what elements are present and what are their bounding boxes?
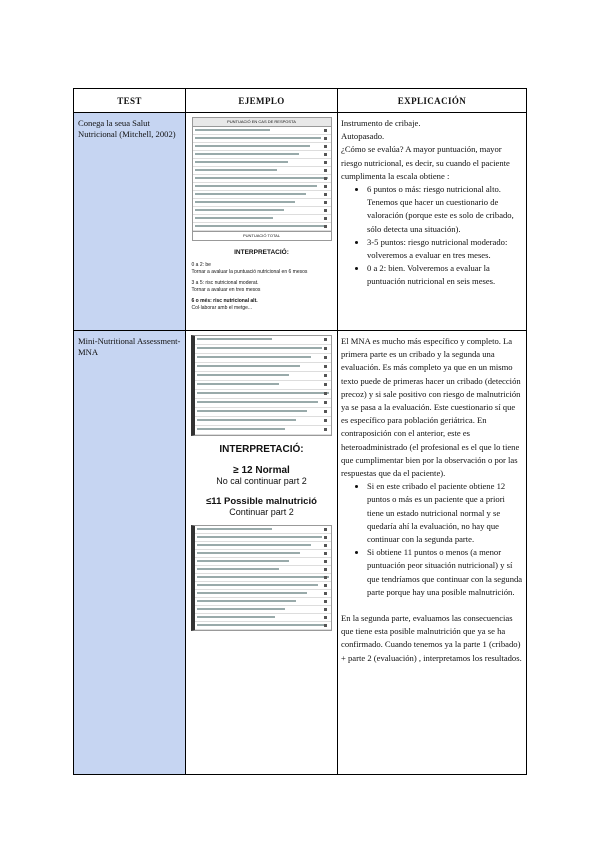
explanation-line: Instrumento de cribaje. xyxy=(341,118,421,128)
thumbnail-line xyxy=(193,127,331,135)
thumbnail-text-placeholder xyxy=(197,528,272,530)
thumbnail-line xyxy=(193,159,331,167)
thumbnail-line xyxy=(195,550,331,558)
thumbnail-text-placeholder xyxy=(197,576,329,578)
interpretation-title: INTERPRETACIÓ: xyxy=(234,249,289,256)
thumbnail-line xyxy=(195,558,331,566)
thumbnail-text-placeholder xyxy=(197,544,311,546)
thumbnail-text-placeholder xyxy=(195,201,296,203)
thumbnail-value-placeholder xyxy=(324,536,327,539)
thumbnail-line xyxy=(193,135,331,143)
bullet-item: • Si obtiene 11 puntos o menos (a menor puntuación peor situación nutricional) y sí que tendríamos que continuar con la segunda parte porque hay una posible malnutrición. xyxy=(367,546,523,599)
thumbnail-line xyxy=(195,542,331,550)
header-ejemplo: EJEMPLO xyxy=(186,89,338,113)
header-explicacion: EXPLICACIÓN xyxy=(338,89,527,113)
thumbnail-text-placeholder xyxy=(197,600,296,602)
thumbnail-value-placeholder xyxy=(324,410,327,413)
thumbnail-line xyxy=(193,207,331,215)
mna-part2-thumbnail xyxy=(191,525,332,631)
table-row xyxy=(74,113,527,331)
thumbnail-text-placeholder xyxy=(197,608,285,610)
thumbnail-line xyxy=(195,426,331,435)
thumbnail-text-placeholder xyxy=(197,410,307,412)
interpretation-line: 6 o més: risc nutricional alt. xyxy=(191,298,258,304)
thumbnail-value-placeholder xyxy=(324,365,327,368)
thumbnail-line xyxy=(193,151,331,159)
thumbnail-value-placeholder xyxy=(324,185,327,188)
thumbnail-value-placeholder xyxy=(324,225,327,228)
thumbnail-line xyxy=(195,354,331,363)
thumbnail-text-placeholder xyxy=(197,428,285,430)
table-header-row xyxy=(74,89,527,113)
interpretation-line: Col·laborar amb el metge... xyxy=(191,304,253,311)
bullet-item: • 3-5 puntos: riesgo nutricional moderado: volveremos a evaluar en tres meses. xyxy=(367,236,523,262)
thumbnail-line xyxy=(195,399,331,408)
thumbnail-value-placeholder xyxy=(324,383,327,386)
interpretation-line: Tornar a avaluar la puntuació nutricional en 6 mesos xyxy=(191,268,308,275)
thumbnail-value-placeholder xyxy=(324,428,327,431)
thumbnail-line xyxy=(195,363,331,372)
thumbnail-value-placeholder xyxy=(324,576,327,579)
thumbnail-value-placeholder xyxy=(324,169,327,172)
thumbnail-line xyxy=(195,574,331,582)
mna-interpretation-block xyxy=(191,444,332,517)
normal-note: No cal continuar part 2 xyxy=(216,476,307,486)
thumbnail-text-placeholder xyxy=(195,209,285,211)
mna-interpretation-title: INTERPRETACIÓ: xyxy=(219,444,304,455)
thumbnail-line xyxy=(193,191,331,199)
thumbnail-line xyxy=(195,408,331,417)
thumbnail-value-placeholder xyxy=(324,347,327,350)
thumbnail-value-placeholder xyxy=(324,201,327,204)
thumbnail-line xyxy=(193,175,331,183)
thumbnail-text-placeholder xyxy=(197,568,279,570)
risk-threshold: ≤11 Possible malnutrició xyxy=(206,496,317,507)
thumbnail-text-placeholder xyxy=(197,552,300,554)
explanation-bullets xyxy=(341,183,523,289)
thumbnail-text-placeholder xyxy=(197,560,289,562)
thumbnail-value-placeholder xyxy=(324,177,327,180)
thumbnail-text-placeholder xyxy=(197,392,329,394)
example-cell xyxy=(186,331,338,775)
thumbnail-line xyxy=(193,199,331,207)
thumbnail-line xyxy=(195,336,331,345)
interpretation-line: 0 a 2: be xyxy=(191,262,211,268)
thumbnail-line xyxy=(195,345,331,354)
thumbnail-text-placeholder xyxy=(195,137,322,139)
normal-threshold: ≥ 12 Normal xyxy=(233,465,290,476)
thumbnail-value-placeholder xyxy=(324,608,327,611)
thumbnail-text-placeholder xyxy=(197,365,300,367)
thumbnail-value-placeholder xyxy=(324,401,327,404)
risk-note: Continuar part 2 xyxy=(229,507,294,517)
thumbnail-value-placeholder xyxy=(324,209,327,212)
thumbnail-text-placeholder xyxy=(195,161,289,163)
thumbnail-text-placeholder xyxy=(197,338,272,340)
thumbnail-text-placeholder xyxy=(197,536,322,538)
thumbnail-text-placeholder xyxy=(195,153,300,155)
explanation-paragraph: El MNA es mucho más específico y completo. La primera parte es un cribado y la segunda una evaluación. Es más completo ya que en un mismo texto puede de primeras hacer un cribado (detección precoz) y si sale positivo con riesgo de malnutrición ya se pasa a la evaluación. Este cuestionario sí que es específico para población geriátrica. En contraposición con el anterior, este es heteroadministrado (el profesional es el que lo tiene que cumplimentar bien por la observación o por las respuestas que da el paciente). xyxy=(341,336,521,479)
thumbnail-value-placeholder xyxy=(324,592,327,595)
thumbnail-value-placeholder xyxy=(324,145,327,148)
thumbnail-value-placeholder xyxy=(324,552,327,555)
thumbnail-value-placeholder xyxy=(324,584,327,587)
test-name: Mini-Nutritional Assessment- MNA xyxy=(74,331,186,775)
thumbnail-value-placeholder xyxy=(324,392,327,395)
thumbnail-line xyxy=(195,614,331,622)
explanation-line: Autopasado. xyxy=(341,131,385,142)
thumbnail-text-placeholder xyxy=(195,225,325,227)
thumbnail-text-placeholder xyxy=(197,356,311,358)
bullet-item: • 0 a 2: bien. Volveremos a evaluar la puntuación nutricional en seis meses. xyxy=(367,262,523,288)
thumbnail-line xyxy=(195,381,331,390)
thumbnail-text-placeholder xyxy=(195,185,318,187)
thumbnail-value-placeholder xyxy=(324,217,327,220)
thumbnail-value-placeholder xyxy=(324,600,327,603)
thumbnail-line xyxy=(193,183,331,191)
thumbnail-line xyxy=(195,390,331,399)
thumbnail-value-placeholder xyxy=(324,153,327,156)
thumbnail-value-placeholder xyxy=(324,137,327,140)
thumbnail-line xyxy=(195,526,331,534)
questionnaire-total: PUNTUACIÓ TOTAL xyxy=(193,231,331,240)
thumbnail-line xyxy=(195,606,331,614)
thumbnail-value-placeholder xyxy=(324,419,327,422)
bullet-item: • 6 puntos o más: riesgo nutricional alto. Tenemos que hacer un cuestionario de valoración (porque este es solo de cribado, sólo detecta una situación). xyxy=(367,183,523,236)
thumbnail-value-placeholder xyxy=(324,338,327,341)
thumbnail-line xyxy=(195,372,331,381)
mna-part1-thumbnail xyxy=(191,335,332,436)
explanation-paragraph: En la segunda parte, evaluamos las consecuencias que tiene esta posible malnutrición que ya se ha confirmado. Cuando tenemos ya la parte 1 (cribado) + parte 2 (evaluación) , interpretamos los resultados. xyxy=(341,613,522,663)
thumbnail-value-placeholder xyxy=(324,374,327,377)
header-test: TEST xyxy=(74,89,186,113)
thumbnail-line xyxy=(195,582,331,590)
thumbnail-text-placeholder xyxy=(197,347,322,349)
thumbnail-line xyxy=(195,417,331,426)
thumbnail-value-placeholder xyxy=(324,560,327,563)
thumbnail-text-placeholder xyxy=(195,169,278,171)
explanation-bullets xyxy=(341,480,523,599)
thumbnail-value-placeholder xyxy=(324,356,327,359)
thumbnail-line xyxy=(193,143,331,151)
thumbnail-line xyxy=(193,215,331,223)
thumbnail-value-placeholder xyxy=(324,624,327,627)
thumbnail-value-placeholder xyxy=(324,544,327,547)
questionnaire-thumbnail xyxy=(192,117,332,241)
thumbnail-text-placeholder xyxy=(197,401,318,403)
thumbnail-value-placeholder xyxy=(324,193,327,196)
interpretation-line: Tornar a avaluar en tres mesos xyxy=(191,286,261,293)
thumbnail-text-placeholder xyxy=(197,616,275,618)
thumbnail-text-placeholder xyxy=(195,193,307,195)
interpretation-line: 3 a 5: risc nutricional moderat. xyxy=(191,280,259,286)
thumbnail-text-placeholder xyxy=(195,177,329,179)
table-row xyxy=(74,331,527,775)
thumbnail-line xyxy=(195,534,331,542)
explanation-line: ¿Cómo se evalúa? A mayor puntuación, mayor riesgo nutricional, es decir, su cuando el paciente cumplimenta la escala obtiene : xyxy=(341,144,510,181)
thumbnail-value-placeholder xyxy=(324,616,327,619)
thumbnail-value-placeholder xyxy=(324,528,327,531)
interpretation-block xyxy=(192,249,332,311)
thumbnail-text-placeholder xyxy=(197,374,289,376)
thumbnail-text-placeholder xyxy=(197,624,325,626)
questionnaire-title: PUNTUACIÓ EN CAS DE RESPOSTA xyxy=(193,118,331,127)
example-cell xyxy=(186,113,338,331)
test-name: Conega la seua Salut Nutricional (Mitchell, 2002) xyxy=(74,113,186,331)
thumbnail-line xyxy=(195,590,331,598)
screening-questionnaire-image xyxy=(192,117,332,311)
thumbnail-text-placeholder xyxy=(197,592,307,594)
thumbnail-text-placeholder xyxy=(195,217,274,219)
thumbnail-value-placeholder xyxy=(324,161,327,164)
thumbnail-line xyxy=(193,167,331,175)
explanation-cell xyxy=(338,331,527,775)
thumbnail-value-placeholder xyxy=(324,568,327,571)
assessment-table xyxy=(73,88,527,775)
thumbnail-line xyxy=(195,622,331,630)
thumbnail-text-placeholder xyxy=(195,129,271,131)
thumbnail-line xyxy=(195,566,331,574)
thumbnail-text-placeholder xyxy=(197,584,318,586)
thumbnail-value-placeholder xyxy=(324,129,327,132)
thumbnail-text-placeholder xyxy=(197,383,279,385)
explanation-cell xyxy=(338,113,527,331)
mna-image xyxy=(191,335,332,631)
bullet-item: • Si en este cribado el paciente obtiene 12 puntos o más es un paciente que a priori tiene un estado nutricional normal y se quedaría ahí la evaluación, no hay que continuar con la segunda parte. xyxy=(367,480,523,546)
thumbnail-line xyxy=(195,598,331,606)
thumbnail-text-placeholder xyxy=(195,145,311,147)
thumbnail-text-placeholder xyxy=(197,419,296,421)
thumbnail-line xyxy=(193,223,331,231)
